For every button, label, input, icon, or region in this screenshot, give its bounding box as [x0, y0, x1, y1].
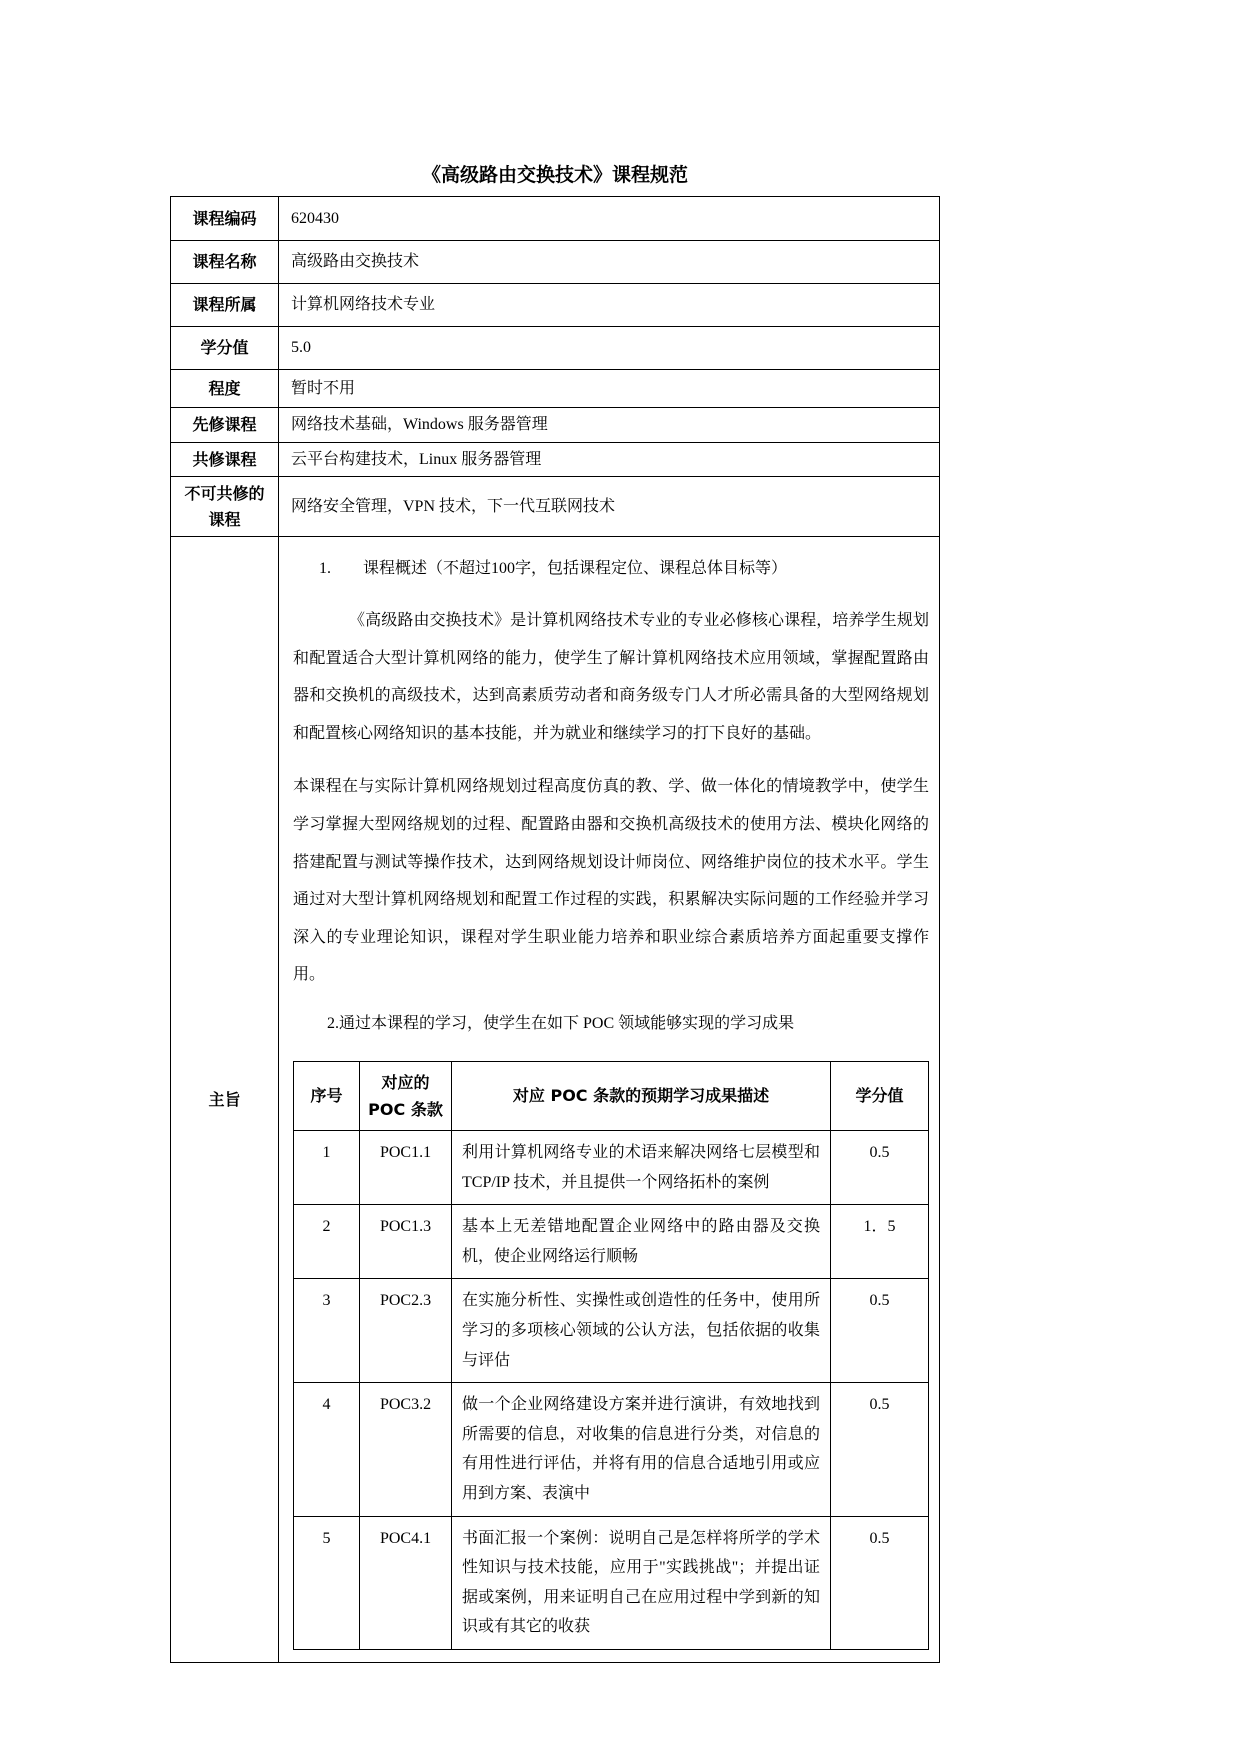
poc-row-clause: POC1.1: [360, 1131, 452, 1205]
document-content: [170, 160, 940, 1663]
poc-row-3: [294, 1279, 929, 1383]
table-row-credit-value: [171, 327, 940, 370]
field-value-level: 暂时不用: [279, 370, 940, 408]
poc-row-no: 1: [294, 1131, 360, 1205]
table-row-course-code: [171, 197, 940, 241]
poc-row-1: [294, 1131, 929, 1205]
field-value-course-name: 高级路由交换技术: [279, 241, 940, 284]
field-label-course-program: 课程所属: [171, 284, 279, 327]
table-row-main-purpose: [171, 537, 940, 1663]
field-label-course-name: 课程名称: [171, 241, 279, 284]
field-value-corequisite-courses: 云平台构建技术，Linux 服务器管理: [279, 442, 940, 477]
poc-row-desc: 在实施分析性、实操性或创造性的任务中，使用所学习的多项核心领域的公认方法，包括依据的收集与评估: [452, 1279, 831, 1383]
poc-row-5: [294, 1516, 929, 1649]
poc-header-row: [294, 1061, 929, 1130]
poc-header-desc: 对应 POC 条款的预期学习成果描述: [452, 1061, 831, 1130]
poc-header-no: 序号: [294, 1061, 360, 1130]
poc-row-credit: 0.5: [831, 1131, 929, 1205]
field-label-main-purpose: 主旨: [171, 537, 279, 1663]
table-row-course-program: [171, 284, 940, 327]
poc-header-clause: 对应的 POC 条款: [360, 1061, 452, 1130]
course-teaching-paragraph: 本课程在与实际计算机网络规划过程高度仿真的教、学、做一体化的情境教学中，使学生学习掌握大型网络规划的过程、配置路由器和交换机高级技术的使用方法、模块化网络的搭建配置与测试等操作技术，达到网络规划设计师岗位、网络维护岗位的技术水平。学生通过对大型计算机网络规划和配置工作过程的实践，积累解决实际问题的工作经验并学习深入的专业理论知识，课程对学生职业能力培养和职业综合素质培养方面起重要支撑作用。: [293, 778, 929, 984]
poc-row-credit: 0.5: [831, 1279, 929, 1383]
field-label-level: 程度: [171, 370, 279, 408]
poc-row-no: 5: [294, 1516, 360, 1649]
poc-row-no: 2: [294, 1205, 360, 1279]
field-label-credit-value: 学分值: [171, 327, 279, 370]
poc-row-no: 3: [294, 1279, 360, 1383]
poc-row-credit: 0.5: [831, 1516, 929, 1649]
poc-row-clause: POC4.1: [360, 1516, 452, 1649]
poc-row-clause: POC2.3: [360, 1279, 452, 1383]
table-row-prerequisite-courses: [171, 408, 940, 443]
poc-row-4: [294, 1383, 929, 1516]
field-value-course-code: 620430: [279, 197, 940, 241]
field-value-course-program: 计算机网络技术专业: [279, 284, 940, 327]
field-value-excluded-courses: 网络安全管理，VPN 技术，下一代互联网技术: [279, 477, 940, 537]
table-row-level: [171, 370, 940, 408]
poc-header-credit: 学分值: [831, 1061, 929, 1130]
course-overview-paragraph: 《高级路由交换技术》是计算机网络技术专业的专业必修核心课程，培养学生规划和配置适合大型计算机网络的能力，使学生了解计算机网络技术应用领域，掌握配置路由器和交换机的高级技术，达到高素质劳动者和商务级专门人才所必需具备的大型网络规划和配置核心网络知识的基本技能，并为就业和继续学习的打下良好的基础。: [293, 611, 929, 742]
page-title: 《高级路由交换技术》课程规范: [421, 164, 688, 186]
section-heading-poc-outcomes: 2.通过本课程的学习，使学生在如下 POC 领域能够实现的学习成果: [327, 1014, 795, 1032]
poc-row-clause: POC1.3: [360, 1205, 452, 1279]
field-value-credit-value: 5.0: [279, 327, 940, 370]
field-label-corequisite-courses: 共修课程: [171, 442, 279, 477]
course-spec-table: [170, 196, 940, 1663]
poc-row-desc: 做一个企业网络建设方案并进行演讲，有效地找到所需要的信息，对收集的信息进行分类，对信息的有用性进行评估，并将有用的信息合适地引用或应用到方案、表演中: [452, 1383, 831, 1516]
poc-row-desc: 书面汇报一个案例：说明自己是怎样将所学的学术性知识与技术技能，应用于"实践挑战"；并提出证据或案例，用来证明自己在应用过程中学到新的知识或有其它的收获: [452, 1516, 831, 1649]
table-row-course-name: [171, 241, 940, 284]
poc-row-credit: 1．5: [831, 1205, 929, 1279]
main-purpose-cell: [279, 537, 940, 1663]
poc-row-no: 4: [294, 1383, 360, 1516]
field-label-excluded-courses: 不可共修的课程: [171, 477, 279, 537]
field-label-prerequisite-courses: 先修课程: [171, 408, 279, 443]
section-heading-course-overview: 1. 课程概述（不超过100字，包括课程定位、课程总体目标等）: [319, 560, 788, 578]
poc-row-2: [294, 1205, 929, 1279]
poc-row-credit: 0.5: [831, 1383, 929, 1516]
poc-row-desc: 基本上无差错地配置企业网络中的路由器及交换机，使企业网络运行顺畅: [452, 1205, 831, 1279]
poc-row-desc: 利用计算机网络专业的术语来解决网络七层模型和 TCP/IP 技术，并且提供一个网络拓朴的案例: [452, 1131, 831, 1205]
table-row-corequisite-courses: [171, 442, 940, 477]
poc-outcomes-table: [293, 1061, 929, 1650]
field-value-prerequisite-courses: 网络技术基础，Windows 服务器管理: [279, 408, 940, 443]
table-row-excluded-courses: [171, 477, 940, 537]
poc-row-clause: POC3.2: [360, 1383, 452, 1516]
field-label-course-code: 课程编码: [171, 197, 279, 241]
